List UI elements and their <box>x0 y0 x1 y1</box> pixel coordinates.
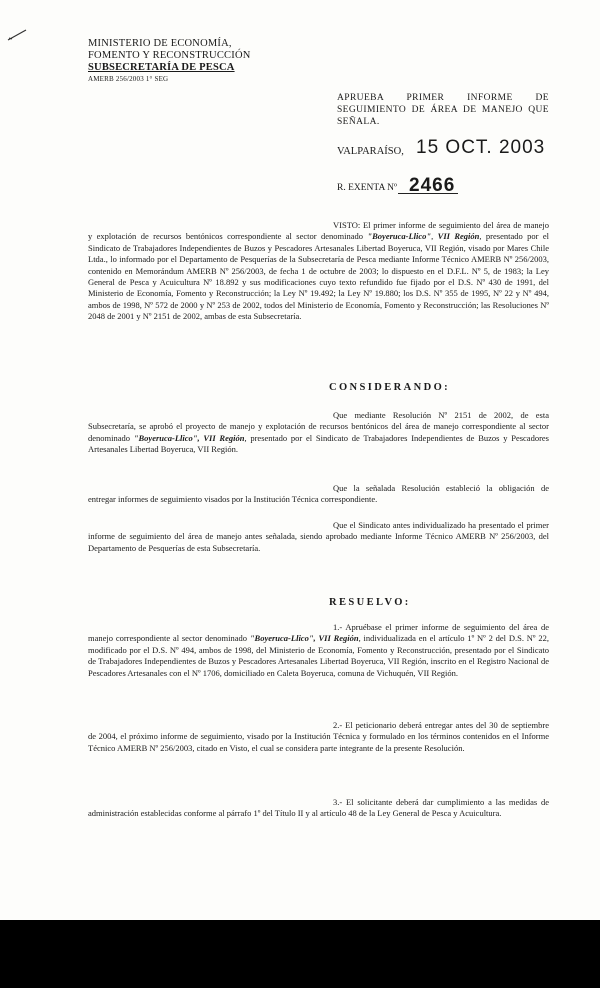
considerando-paragraph-3: Que el Sindicato antes individualizado ha presentado el primer informe de seguimiento del área de manejo antes señalada, siendo aprobado mediante Informe Técnico AMERB Nº 256/2003, del Departamento de Pesquerías de esta Subsecretaría. <box>88 520 549 553</box>
resuelvo1-sector: "Boyeruca-Llico", VII Región <box>249 633 359 644</box>
margin-pen-mark <box>6 28 28 42</box>
considerando1-sector: "Boyeruca-Llico", VII Región <box>133 432 245 443</box>
visto-region: VII Región <box>437 231 480 242</box>
resuelvo-paragraph-2: 2.- El peticionario deberá entregar antes del 30 de septiembre de 2004, el próximo informe de seguimiento, visado por la Institución Técnica y formulado en los términos contenidos en el Informe Técnico AMERB Nº 256/2003, citado en Visto, el cual se considera parte integrante de la presente Resolución. <box>88 720 549 753</box>
visto-text-c: , <box>431 231 438 242</box>
exenta-underline <box>398 193 458 194</box>
considerando1-text-a: Que mediante Resolución Nº 2151 de 2002, de esta Subsecretaría, se aprobó el proyecto de manejo y explotación de recursos bentónicos del área de manejo correspondiente al sector denominado <box>88 410 549 443</box>
exenta-label: R. EXENTA Nº <box>337 183 397 193</box>
resolution-title: APRUEBA PRIMER INFORME DE SEGUIMIENTO DE ÁREA DE MANEJO QUE SEÑALA. <box>337 93 549 127</box>
resuelvo1-text-c: , individualizada en el artículo 1º Nº 2 del D.S. Nº 22, modificado por el D.S. Nº 494, ambos de 1998, del Ministerio de Economía, Fomento y Reconstrucción, presentado por el Sindicato de Trabajadores Independientes de Buzos y Pescadores Artesanales Libertad Boyeruca, VII Región, inscrito en el Registro Nacional de Pescadores Artesanales con el Nº 1706, domiciliado en Caleta Boyeruca, comuna de Vichuquén, VII Región. <box>88 633 549 678</box>
visto-sector-name: "Boyeruca-Llico" <box>367 231 432 242</box>
date-stamp: 15 OCT. 2003 <box>416 137 546 158</box>
considerando-paragraph-1 <box>88 410 549 456</box>
visto-text-a: VISTO: El primer informe de seguimiento del área de manejo y explotación de recursos bentónicos correspondiente al sector denominado <box>88 220 549 242</box>
place: VALPARAÍSO, <box>337 146 404 157</box>
letterhead-subsecretaria: SUBSECRETARÍA DE PESCA <box>88 62 235 73</box>
letterhead-reference: AMERB 256/2003 1° SEG <box>88 75 169 83</box>
resuelvo1-text-a: 1.- Apruébase el primer informe de seguimiento del área de manejo correspondiente al sector denominado <box>88 622 549 644</box>
letterhead-ministry-cont: FOMENTO Y RECONSTRUCCIÓN <box>88 50 251 61</box>
scan-black-bar <box>0 920 600 988</box>
considerando1-text-c: , presentado por el Sindicato de Trabajadores Independientes de Buzos y Pescadores Artesanales Libertad Boyeruca, VII Región. <box>88 432 549 455</box>
visto-paragraph <box>88 220 549 323</box>
resuelvo-heading: RESUELVO: <box>329 597 411 608</box>
visto-text-e: , presentado por el Sindicato de Trabajadores Independientes de Buzos y Pescadores Artesanales Libertad Boyeruca, VII Región, visado por Mares Chile Ltda., lo informado por el Departamento de Pesquerías de la Subsecretaría de Pesca mediante Informe Técnico AMERB Nº 256/2003, contenido en Memorándum AMERB Nº 256/2003, de fecha 1 de octubre de 2003; lo dispuesto en el D.F.L. Nº 5, de 1983; la Ley General de Pesca y Acuicultura Nº 18.892 y sus modificaciones cuyo texto refundido fue fijado por el D.S. Nº 430 de 1991, del Ministerio de Economía, Fomento y Reconstrucción; la Ley Nº 19.492; la Ley Nº 19.880; los D.S. Nº 355 de 1995, Nº 22 y Nº 494, ambos de 1998, Nº 572 de 2000 y Nº 253 de 2002, todos del Ministerio de Economía, Fomento y Reconstrucción; las Resoluciones Nº 2048 de 2001 y Nº 2151 de 2002, ambas de esta Subsecretaría. <box>88 231 549 322</box>
resuelvo-paragraph-3: 3.- El solicitante deberá dar cumplimiento a las medidas de administración establecidas conforme al párrafo 1º del Título II y al artículo 48 de la Ley General de Pesca y Acuicultura. <box>88 797 549 819</box>
letterhead <box>88 38 251 83</box>
letterhead-ministry: MINISTERIO DE ECONOMÍA, <box>88 38 232 49</box>
considerando-paragraph-2: Que la señalada Resolución estableció la obligación de entregar informes de seguimiento visados por la Institución Técnica correspondiente. <box>88 483 549 505</box>
exenta-number: 2466 <box>409 175 456 196</box>
resuelvo-paragraph-1 <box>88 622 549 679</box>
considerando-heading: CONSIDERANDO: <box>329 382 451 393</box>
